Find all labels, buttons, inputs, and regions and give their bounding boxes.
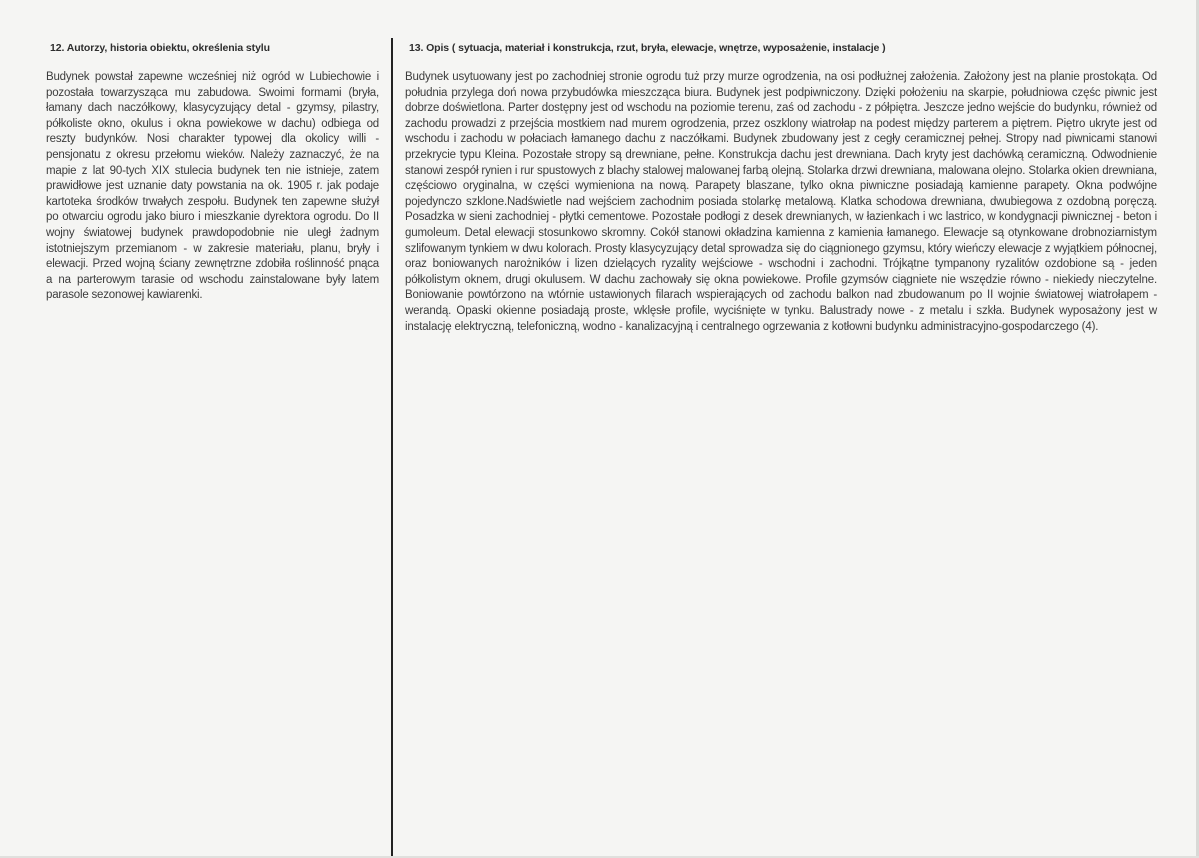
section-13-heading: 13. Opis ( sytuacja, materiał i konstrukcja, rzut, bryła, elewacje, wnętrze, wyposażenie, instalacje ) <box>409 42 886 54</box>
left-column <box>46 42 379 304</box>
right-column <box>405 42 1157 335</box>
section-12-body: Budynek powstał zapewne wcześniej niż ogród w Lubiechowie i pozostała towarzysząca mu zabudowa. Swoimi formami (bryła, łamany dach naczółkowy, klasycyzujący detal - gzymsy, pilastry, półkoliste okno, okulus i okna powiekowe w dachu) odbiega od reszty budynków. Nosi charakter typowej dla okolicy willi - pensjonatu z okresu przełomu wieków. Należy zaznaczyć, że na mapie z lat 90-tych XIX stulecia budynek ten nie istnieje, zatem prawidłowe jest uznanie daty powstania na ok. 1905 r. jak podaje kartoteka środków trwałych zespołu. Budynek ten zapewne służył po otwarciu ogrodu jako biuro i mieszkanie dyrektora ogrodu. Do II wojny światowej budynek prawdopodobnie nie uległ żadnym istotniejszym przemianom - w zakresie materiału, planu, bryły i elewacji. Przed wojną ściany zewnętrzne zdobiła roślinność pnąca a na parterowym tarasie od wschodu zainstalowane były latem parasole sezonowej kawiarenki. <box>46 71 379 302</box>
column-divider <box>391 38 393 858</box>
section-12-heading: 12. Autorzy, historia obiektu, określenia stylu <box>50 42 270 54</box>
section-13-body: Budynek usytuowany jest po zachodniej stronie ogrodu tuż przy murze ogrodzenia, na osi podłużnej założenia. Założony jest na planie prostokąta. Od południa przylega doń nowa przybudówka mieszcząca biura. Budynek jest podpiwniczony. Dzięki położeniu na skarpie, południowa częśc piwnic jest dobrze doświetlona. Parter dostępny jest od wschodu na poziomie terenu, zaś od zachodu - z półpiętra. Jeszcze jedno wejście do budynku, również od zachodu prowadzi z przejścia mostkiem nad murem ogrodzenia, przez oszklony wiatrołap na podest między parterem a piętrem. Piętro ukryte jest od wschodu i zachodu w połaciach łamanego dachu z naczółkami. Budynek zbudowany jest z cegły ceramicznej pełnej. Stropy nad piwnicami stanowi przekrycie typu Kleina. Pozostałe stropy są drewniane, pełne. Konstrukcja dachu jest drewniana. Dach kryty jest dachówką ceramiczną. Odwodnienie stanowi zespół rynien i rur spustowych z blachy stalowej malowanej farbą olejną. Stolarka drzwi drewniana, malowana olejno. Stolarka okien drewniana, częściowo oryginalna, w części wymieniona na nową. Parapety blaszane, tylko okna piwniczne posiadają kamienne parapety. Okna podwójne pojedynczo szklone.Nadświetle nad wejściem zachodnim posiada stolarkę metalową. Klatka schodowa drewniana, dwubiegowa z ozdobną poręczą. Posadzka w sieni zachodniej - płytki cementowe. Pozostałe podłogi z desek drewnianych, w łazienkach i wc lastrico, w kondygnacji piwnicznej - beton i gumoleum. Detal elewacji stosunkowo skromny. Cokół stanowi okładzina kamienna z kamienia łamanego. Elewacje są otynkowane drobnoziarnistym szlifowanym tynkiem w dwu kolorach. Prosty klasycyzujący detal sprowadza się do ciągnionego gzymsu, który wieńczy elewacje z wyjątkiem północnej, oraz boniowanych narożników i lizen dzielących ryzality wejściowe - wschodni i zachodni. Trójkątne tympanony ryzalitów ozdobione są - jeden półkolistym oknem, drugi okulusem. W dachu zachowały się okna powiekowe. Profile gzymsów ciągniete nie wszędzie równo - niekiedy nieczytelne. Boniowanie powtórzono na wtórnie ustawionych filarach wspierających od zachodu balkon nad zbudowanum po II wojnie światowej wiatrołapem - werandą. Opaski okienne posiadają proste, wklęsłe profile, wyciśnięte w tynku. Balustrady nowe - z metalu i szkła. Budynek wyposażony jest w instalację elektryczną, telefoniczną, wodno - kanalizacyjną i centralnego ogrzewania z kotłowni budynku administracyjno-gospodarczego (4). <box>405 71 1157 333</box>
